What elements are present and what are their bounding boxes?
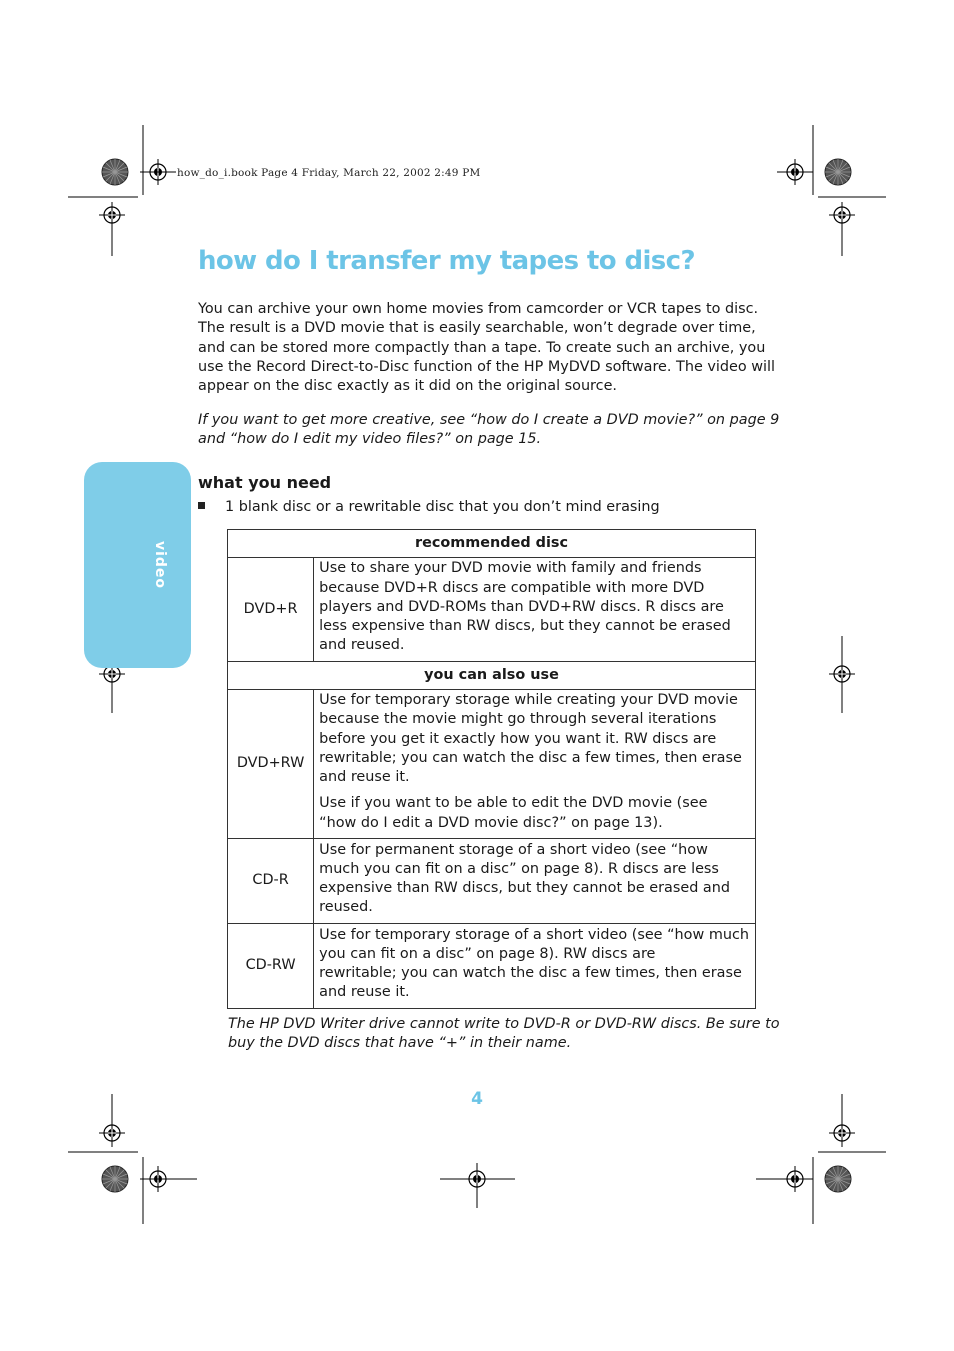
table-row [228, 558, 756, 662]
intro-line: You can archive your own home movies from camcorder or VCR tapes to disc. [198, 301, 759, 317]
note-line: The HP DVD Writer drive cannot write to DVD-R or DVD-RW discs. Be sure to [228, 1016, 780, 1032]
desc-line: and reuse it. [319, 769, 410, 786]
desc-line: because the movie might go through several iterations [319, 711, 717, 728]
desc-line: Use if you want to be able to edit the DVD movie (see [319, 795, 708, 812]
desc-line: players and DVD-ROMs than DVD+RW discs. R discs are [319, 598, 724, 615]
creative-line: If you want to get more creative, see “how do I create a DVD movie?” on page 9 [198, 412, 780, 428]
table-row [228, 690, 756, 839]
desc-line: less expensive than RW discs, but they cannot be erased [319, 618, 731, 635]
desc-line: Use for temporary storage while creating your DVD movie [319, 692, 738, 709]
page-title: how do I transfer my tapes to disc? [198, 246, 695, 276]
note-line: buy the DVD discs that have “+” in their name. [228, 1035, 572, 1052]
desc-line: rewritable; you can watch the disc a few times, then erase [319, 749, 742, 766]
desc-line: rewritable; you can watch the disc a few times, then erase [319, 965, 742, 981]
side-tab [84, 462, 191, 668]
disc-description [314, 690, 756, 839]
table-row [228, 839, 756, 924]
disc-table [227, 529, 756, 1009]
table-header-row [228, 530, 756, 558]
table-header-row [228, 662, 756, 690]
desc-line: Use for temporary storage of a short video (see “how much [319, 926, 749, 943]
section-heading: what you need [198, 473, 332, 492]
disc-type: CD-R [228, 839, 314, 924]
bullet-item [198, 499, 660, 515]
table-row [228, 924, 756, 1009]
page-number: 4 [471, 1089, 483, 1109]
disc-type: CD-RW [228, 924, 314, 1009]
side-tab-label: video [152, 540, 168, 590]
intro-line: The result is a DVD movie that is easily searchable, won’t degrade over time, [198, 320, 756, 337]
header-also-use: you can also use [228, 662, 756, 690]
desc-line: because DVD+R discs are compatible with more DVD [319, 579, 705, 596]
desc-line: Use for permanent storage of a short video (see “how [319, 841, 708, 858]
bullet-text: 1 blank disc or a rewritable disc that you don’t mind erasing [225, 499, 660, 515]
desc-line: reused. [319, 899, 373, 916]
note-paragraph [228, 1015, 780, 1054]
intro-paragraph [198, 300, 776, 396]
desc-line: and reused. [319, 637, 405, 654]
intro-line: and can be stored more compactly than a tape. To create such an archive, you [198, 339, 766, 356]
desc-line: and reuse it. [319, 984, 410, 1001]
disc-description [314, 558, 756, 662]
desc-line: “how do I edit a DVD movie disc?” on page 13). [319, 814, 663, 831]
creative-paragraph [198, 411, 780, 450]
intro-line: appear on the disc exactly as it did on the original source. [198, 378, 618, 395]
disc-type: DVD+RW [228, 690, 314, 839]
intro-line: use the Record Direct-to-Disc function of the HP MyDVD software. The video will [198, 358, 776, 375]
creative-line: and “how do I edit my video files?” on page 15. [198, 431, 542, 448]
desc-line: before you get it exactly how you want it. RW discs are [319, 730, 717, 747]
bullet-square-icon [198, 502, 205, 509]
header-recommended: recommended disc [228, 530, 756, 558]
desc-line: much you can fit on a disc” on page 8). R discs are less [319, 860, 719, 877]
disc-type: DVD+R [228, 558, 314, 662]
print-header: how_do_i.book Page 4 Friday, March 22, 2002 2:49 PM [177, 167, 481, 179]
disc-description [314, 839, 756, 924]
desc-line: you can fit on a disc” on page 8). RW discs are [319, 945, 656, 962]
disc-description [314, 924, 756, 1009]
desc-line: Use to share your DVD movie with family and friends [319, 560, 702, 577]
desc-line: expensive than RW discs, but they cannot be erased and [319, 880, 730, 896]
